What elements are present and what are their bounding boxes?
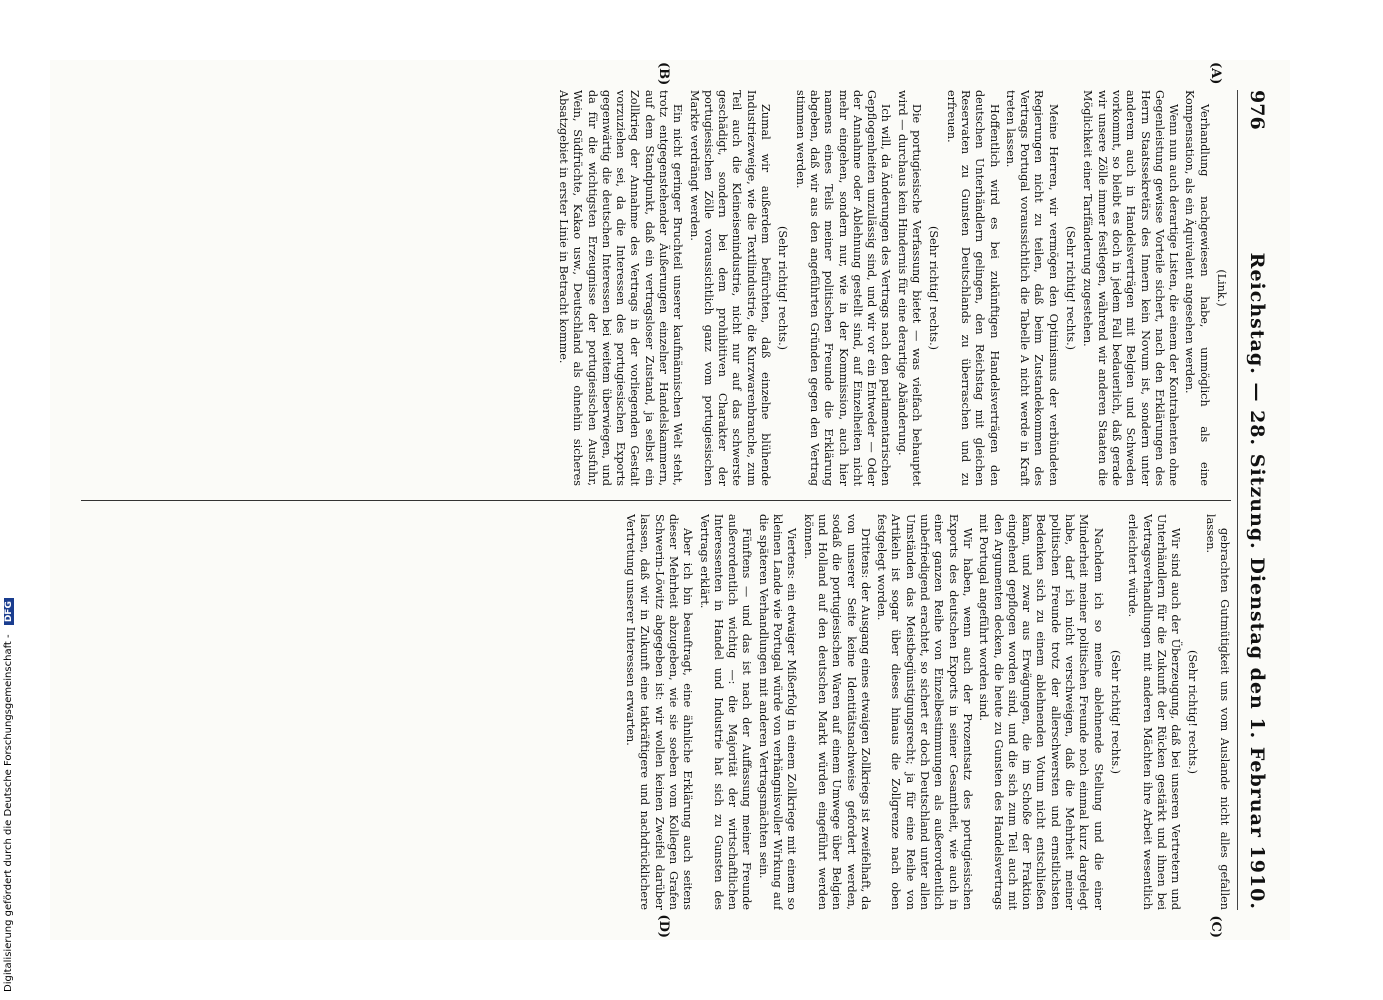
paragraph: Ich will, da Änderungen des Vertrags nach den parlamentarischen Gepflogenheiten unzulässig sind, und wir vor ein Entweder — Oder der Annahme oder Ablehnung gestellt sind, auf Einzelheiten nicht mehr eingehen, sondern nur, wie in der Kommission, auch hier namens eines Teils meiner politischen Freunde die Erklärung abgeben, daß wir aus den angeführten Gründen gegen den Vertrag stimmen werden.: [793, 90, 893, 486]
paragraph: Meine Herren, wir vermögen den Optimismus der verbündeten Regierungen nicht zu teilen, daß beim Zustandekommen des Vertrags Portugal voraussichtlich die Tabelle A nicht werde in Kraft treten lassen.: [1003, 90, 1060, 486]
page-header: [1237, 90, 1268, 910]
left-column: [81, 90, 1231, 486]
paragraph: (Sehr richtig! rechts.): [1064, 225, 1078, 351]
paragraph: Drittens: der Ausgang eines etwaigen Zollkriegs ist zweifelhaft, da von unserer Seite keine Identitätsnachweise gefordert werden, sodaß die portugiesischen Waren auf einem Umwege über Belgien und Holland auf den deutschen Markt würden eingeführt werden können.: [801, 514, 872, 910]
paragraph: Wir sind auch der Überzeugung, daß bei unseren Vertretern und Unterhändlern für die Zukunft der Rücken gestärkt und ihnen bei Vertragsverhandlungen mit anderen Mächten ihre Arbeit wesentlich erleichtert würde.: [1126, 514, 1183, 910]
paragraph: gebrachten Gutmütigkeit uns vom Auslande nicht alles gefallen lassen.: [1203, 514, 1231, 910]
paragraph: Aber ich bin beauftragt, eine ähnliche Erklärung auch seitens dieser Mehrheit abzugeben, wie sie soeben vom Kollegen Grafen Schwerin-Löwitz abgegeben ist: wir wollen keinen Zweifel darüber lassen, daß wir in Zukunft eine tatkräftigere und nachdrücklichere Vertretung unserer Interessen erwarten.: [624, 514, 695, 910]
paragraph: (Sehr richtig! rechts.): [927, 225, 941, 351]
margin-mark-a: (A): [1208, 62, 1223, 85]
dfg-logo: DFG: [4, 598, 14, 625]
credit-text: Digitalisierung gefördert durch die Deutsche Forschungsgemeinschaft -: [3, 634, 14, 992]
paragraph: (Sehr richtig! rechts.): [776, 225, 790, 351]
page-title: Reichstag. — 28. Sitzung. Dienstag den 1. Februar 1910.: [1246, 252, 1268, 910]
rotated-page-content: [50, 60, 1290, 940]
paragraph: Viertens: ein etwaiger Mißerfolg in einem Zollkriege mit einem so kleinen Lande wie Portugal würde von verhängnisvoller Wirkung auf die späteren Verhandlungen mit anderen Vertragsmächten sein.: [756, 514, 799, 910]
paragraph: Wir haben, wenn auch der Prozentsatz des portugiesischen Exports des deutschen Exports in seiner Gesamtheit, wie auch in einer ganzen Reihe von Einzelbestimmungen als außerordentlich unbefriedigend erachtet, so sichert er doch Deutschland unter allen Umständen das Meistbegünstigungsrecht; ja für eine Reihe von Artikeln ist sogar über dieses hinaus die Zollgrenze nach oben festgelegt worden.: [875, 514, 974, 910]
text-columns: [81, 62, 1231, 938]
column-divider: [81, 500, 1231, 501]
right-column: [81, 514, 1231, 910]
paragraph: Wenn nun auch derartige Listen, die einem der Kontrahenten ohne Gegenleistung gewisse Vorteile sichert, nach den Erklärungen des Herrn Staatssekretärs des Innern kein Novum ist, sondern unter anderem auch in Handelsverträgen mit Belgien und Schweden vorkommt, so bleibt es doch in jedem Fall bedauerlich, daß gerade wir unsere Zölle immer festlegen, während wir anderen Staaten die Möglichkeit einer Tarifänderung zugestehen.: [1081, 90, 1181, 486]
margin-mark-b: (B): [656, 62, 671, 86]
page-number: 976: [1246, 90, 1268, 130]
paragraph: (Link.): [1215, 269, 1228, 307]
dfg-credit-text: [3, 598, 14, 992]
paragraph: Nachdem ich so meine ablehnende Stellung und die einer Minderheit meiner politischen Freunde noch einmal kurz dargelegt habe, darf ich nicht verschweigen, daß die Mehrheit meiner politischen Freunde trotz der allerschwersten und ernstlichsten Bedenken sich zu einem ablehnenden Votum nicht entschließen kann, und zwar aus Erwägungen, die im Schoße der Fraktion eingehend gepflogen worden sind, und die sich zum Teil auch mit den Argumenten decken, die heute zu Gunsten des Handelsvertrags mit Portugal angeführt worden sind.: [977, 514, 1105, 910]
paragraph: Fünftens — und das ist nach der Auffassung meiner Freunde außerordentlich wichtig —: die Majorität der wirtschaftlichen Interessenten in Handel und Industrie hat sich zu Gunsten des Vertrags erklärt.: [697, 514, 754, 910]
paragraph: (Sehr richtig! rechts.): [1186, 649, 1200, 775]
dfg-credit: [0, 0, 20, 1000]
margin-mark-d: (D): [656, 914, 671, 938]
paragraph: (Sehr richtig! rechts.): [1108, 649, 1122, 775]
paragraph: Zumal wir außerdem befürchten, daß einzelne blühende Industriezweige, wie die Textilindustrie, die Kurzwarenbranche, zum Teil auch die Kleineisenindustrie, nicht nur auf das schwerste geschädigt, sondern bei dem prohibitiven Charakter der portugiesischen Zölle voraussichtlich ganz vom portugiesischen Markte verdrängt werden.: [687, 90, 773, 486]
paragraph: Verhandlung nachgewiesen habe, unmöglich als eine Kompensation, als ein Äquivalent angesehen werden.: [1183, 90, 1211, 486]
scanned-page: [50, 60, 1290, 940]
paragraph: Hoffentlich wird es bei zukünftigen Handelsverträgen den deutschen Unterhändlern gelingen, den Reichstag mit gleichen Reservaten zu Gunsten Deutschlands zu überraschen und zu erfreuen.: [944, 90, 1001, 486]
margin-mark-c: (C): [1208, 915, 1223, 938]
paragraph: Ein nicht geringer Bruchteil unserer kaufmännischen Welt steht, trotz entgegenstehender Äußerungen einzelner Handelskammern, auf dem Standpunkt, daß ein vertragsloser Zustand, ja selbst ein Zollkrieg der Annahme des Vertrags in der vorliegenden Gestalt vorzuziehen sei, da die Interessen des portugiesischen Exports gegenwärtig die deutschen Interessen bei weitem überwiegen, und da für die wichtigsten Erzeugnisse der portugiesischen Ausfuhr, Wein, Südfrüchte, Kakao usw., Deutschland als ohnehin sicheres Absatzgebiet in erster Linie in Betracht komme.: [556, 90, 685, 486]
paragraph: Die portugiesische Verfassung bietet — was vielfach behauptet wird — durchaus kein Hindernis für eine derartige Abänderung.: [895, 90, 924, 486]
